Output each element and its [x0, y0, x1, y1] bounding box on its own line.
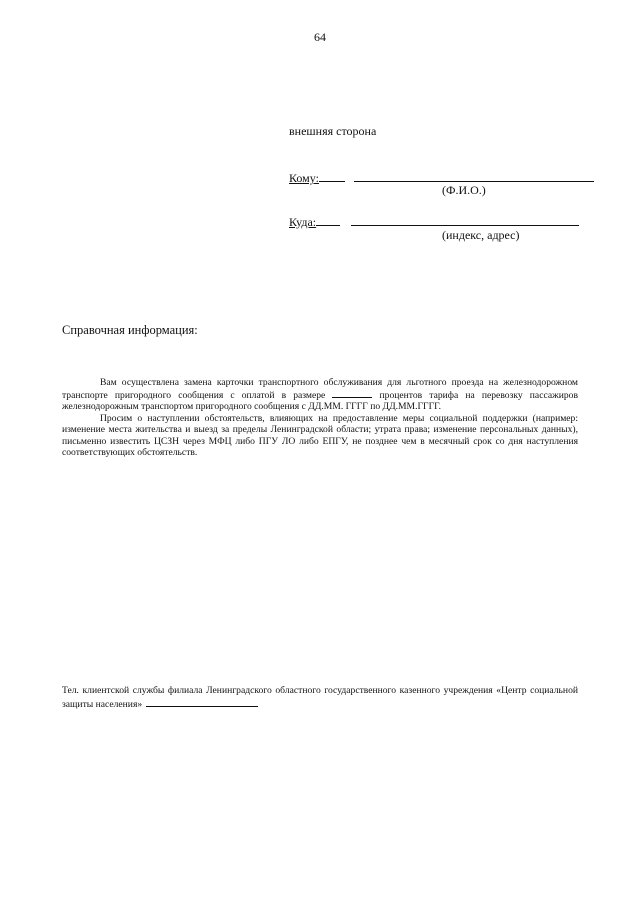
notice-text: [62, 377, 578, 459]
recipient-address-hint: (индекс, адрес): [442, 228, 520, 242]
recipient-name-hint: (Ф.И.О.): [442, 183, 486, 197]
to-short-line: [319, 170, 345, 182]
footer-text: [62, 685, 578, 711]
to-label: Кому:: [289, 171, 319, 185]
page-number: 64: [314, 30, 326, 44]
where-label: Куда:: [289, 215, 317, 229]
recipient-address-line: [351, 214, 579, 226]
side-label: внешняя сторона: [289, 124, 377, 138]
notice-paragraph-1: [62, 377, 578, 413]
section-title: Справочная информация:: [62, 323, 198, 337]
percent-blank: [332, 389, 372, 398]
recipient-name-line: [354, 170, 594, 182]
notice-p1-part2: процентов тарифа на перевозку пассажиров железнодорожным транспортом пригородного сообщения с ДД.ММ. ГГГГ по ДД.ММ.ГГГГ.: [62, 389, 578, 412]
footer-phone-line: [146, 697, 258, 707]
notice-paragraph-2: Просим о наступлении обстоятельств, влияющих на предоставление меры социальной поддержки (например: изменение места жительства и выезд за пределы Ленинградской области; утрата права; изменение персональных данных), письменно известить ЦСЗН через МФЦ либо ПГУ ЛО либо ЕПГУ, не позднее чем в месячный срок со дня наступления соответствующих обстоятельств.: [62, 412, 578, 458]
recipient-address-row: [289, 214, 579, 230]
where-short-line: [316, 214, 340, 226]
footer-phone-label: Тел. клиентской службы филиала Ленинградского областного государственного казенного учреждения «Центр социальной защиты населения»: [62, 685, 578, 710]
notice-p1-part1: Вам осуществлена замена карточки транспортного обслуживания для льготного проезда на железнодорожном транспорте пригородного сообщения с оплатой в размере: [62, 377, 578, 401]
